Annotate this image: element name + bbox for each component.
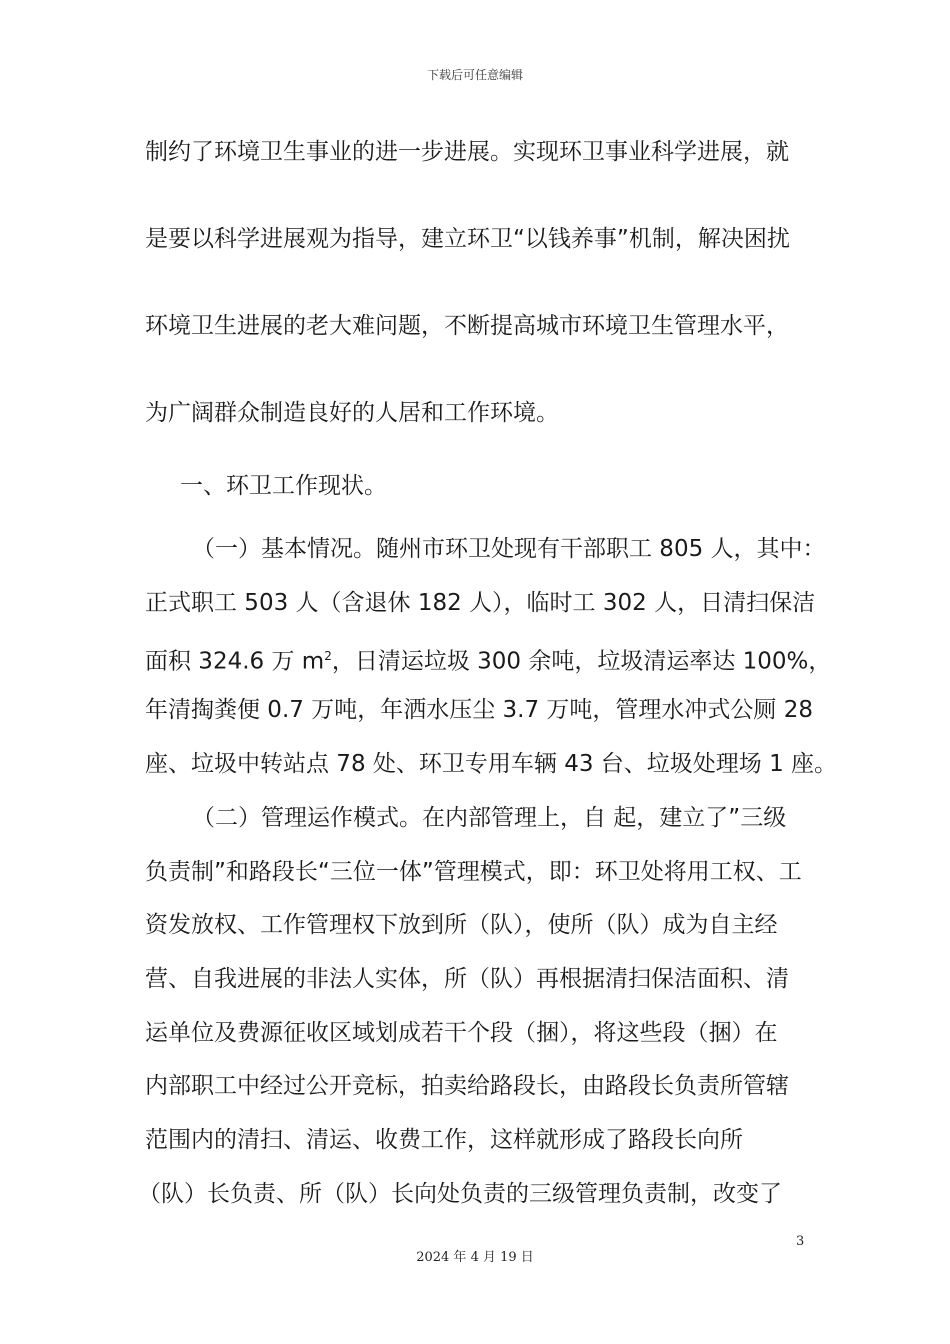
page-header-note: 下载后可任意编辑: [426, 68, 523, 82]
paragraph-line: 正式职工 503 人（含退休 182 人），临时工 302 人，日清扫保洁: [145, 590, 816, 616]
paragraph-line: 资发放权、工作管理权下放到所（队），使所（队）成为自主经: [145, 912, 778, 938]
footer-date: 2024 年 4 月 19 日: [416, 1250, 534, 1265]
page-number: 3: [796, 1234, 805, 1249]
paragraph-line: （一）基本情况。随州市环卫处现有干部职工 805 人，其中：: [192, 536, 826, 562]
paragraph-line: 为广阔群众制造良好的人居和工作环境。: [145, 400, 559, 426]
paragraph-line: （队）长负责、所（队）长向处负责的三级管理负责制，改变了: [138, 1181, 782, 1207]
paragraph-line: 座、垃圾中转站点 78 处、环卫专用车辆 43 台、垃圾处理场 1 座。: [145, 751, 838, 777]
paragraph-line: 范围内的清扫、清运、收费工作，这样就形成了路段长向所: [145, 1127, 743, 1153]
area-text-continued: ，日清运垃圾 300 余吨，垃圾清运率达 100%，: [331, 648, 832, 675]
paragraph-line: 内部职工中经过公开竞标，拍卖给路段长，由路段长负责所管辖: [145, 1073, 789, 1099]
paragraph-line: 环境卫生进展的老大难问题，不断提高城市环境卫生管理水平，: [145, 313, 789, 339]
paragraph-line: 制约了环境卫生事业的进一步进展。实现环卫事业科学进展，就: [145, 139, 789, 165]
paragraph-line: （二）管理运作模式。在内部管理上，自 起，建立了”三级: [192, 805, 787, 831]
area-text: 面积 324.6 万 m: [145, 648, 325, 675]
paragraph-line: 负责制”和路段长“三位一体”管理模式，即：环卫处将用工权、工: [145, 859, 802, 885]
paragraph-line: 是要以科学进展观为指导，建立环卫“以钱养事”机制，解决困扰: [145, 226, 790, 252]
paragraph-line: [145, 641, 831, 677]
section-heading: 一、环卫工作现状。: [180, 473, 387, 499]
paragraph-line: 营、自我进展的非法人实体，所（队）再根据清扫保洁面积、清: [145, 966, 789, 992]
paragraph-line: 运单位及费源征收区域划成若干个段（捆），将这些段（捆）在: [145, 1020, 778, 1046]
paragraph-line: 年清掏粪便 0.7 万吨，年洒水压尘 3.7 万吨，管理水冲式公厕 28: [145, 697, 813, 723]
superscript-2: 2: [324, 649, 332, 663]
